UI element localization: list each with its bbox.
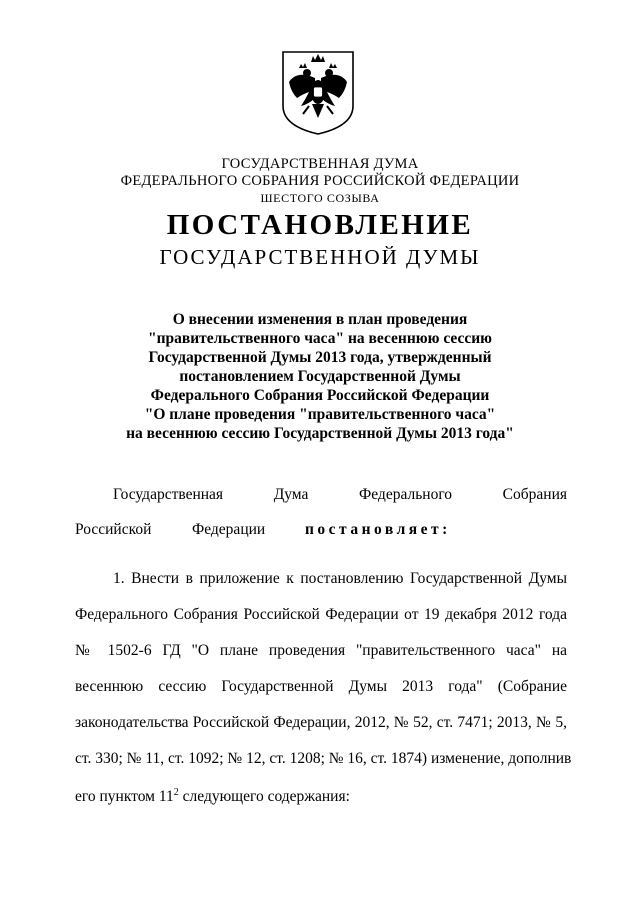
preamble-line-1 (113, 485, 567, 505)
preamble-word: Собрания (502, 486, 567, 503)
header-line-convocation: ШЕСТОГО СОЗЫВА (260, 191, 380, 205)
preamble-word: Федерации (192, 521, 266, 538)
document-type-title: ПОСТАНОВЛЕНИЕ (166, 209, 474, 241)
header-line-duma: ГОСУДАРСТВЕННАЯ ДУМА (221, 156, 419, 172)
subject-line: постановлением Государственной Думы (179, 368, 461, 385)
subject-line: "правительственного часа" на весеннюю сессию (147, 330, 493, 347)
subject-line: Государственной Думы 2013 года, утвержденный (148, 349, 492, 366)
body-line: ст. 330; № 11, ст. 1092; № 12, ст. 1208; № 16, ст. 1874) изменение, дополнив (75, 750, 572, 767)
body-line-text: его пунктом 11 (75, 788, 174, 805)
preamble-word: Дума (273, 486, 309, 503)
document-issuer-title: ГОСУДАРСТВЕННОЙ ДУМЫ (159, 245, 481, 269)
subject-line: на весеннюю сессию Государственной Думы 2013 года" (126, 425, 514, 442)
header-line-federal-assembly: ФЕДЕРАЛЬНОГО СОБРАНИЯ РОССИЙСКОЙ ФЕДЕРАЦИИ (120, 173, 520, 189)
subject-line: Федерального Собрания Российской Федерации (150, 387, 490, 404)
resolution-subject (90, 310, 550, 443)
body-last-line (75, 783, 350, 807)
body-line: № 1502-6 ГД "О плане проведения "правительственного часа" на (75, 642, 567, 659)
preamble-word: Государственная (113, 486, 224, 503)
preamble-word: Российской (75, 521, 152, 538)
subject-line: "О плане проведения "правительственного часа" (144, 406, 496, 423)
body-line: весеннюю сессию Государственной Думы 2013 года" (Собрание (75, 678, 567, 695)
superscript: 2 (173, 787, 179, 798)
body-line: законодательства Российской Федерации, 2012, № 52, ст. 7471; 2013, № 5, (75, 714, 567, 731)
preamble-resolves: постановляет: (305, 521, 451, 538)
subject-line: О внесении изменения в план проведения (172, 311, 468, 328)
body-line-text: следующего содержания: (178, 788, 350, 805)
coat-of-arms-emblem (275, 48, 361, 136)
body-line: Федерального Собрания Российской Федерации от 19 декабря 2012 года (75, 606, 567, 623)
body-line: 1. Внести в приложение к постановлению Государственной Думы (113, 570, 567, 587)
preamble-word: Федерального (359, 486, 453, 503)
